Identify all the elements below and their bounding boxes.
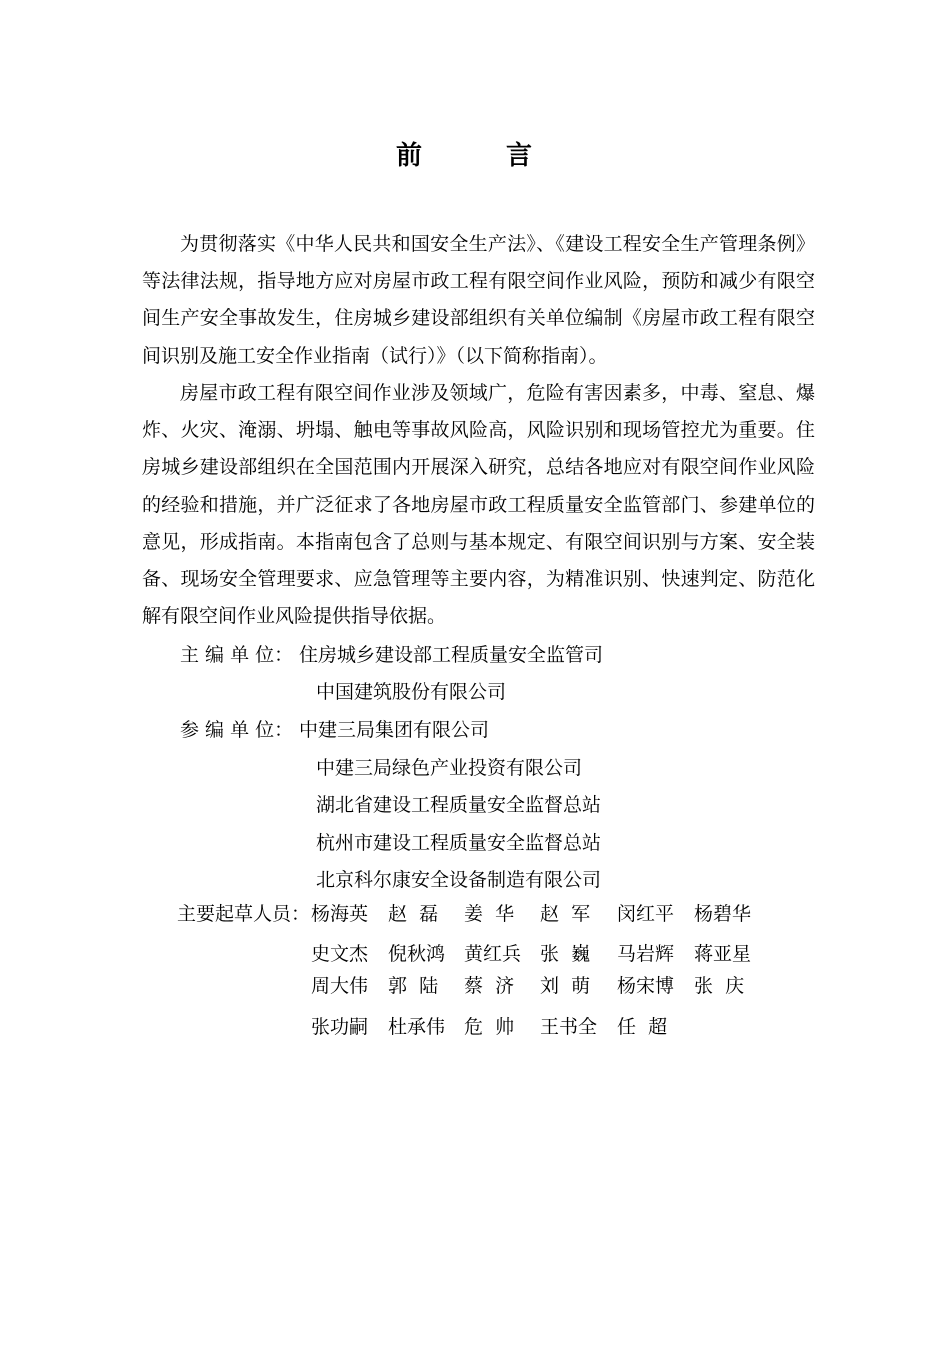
chief-units-label: 主 编 单 位： [180, 644, 294, 666]
drafter-name: 张功嗣 [311, 1016, 369, 1038]
drafter-name: 任 超 [617, 1016, 668, 1038]
chief-unit-name: 住房城乡建设部工程质量安全监管司 [299, 644, 604, 666]
drafter-name: 杜承伟 [388, 1016, 446, 1038]
drafter-name: 蔡 济 [464, 975, 515, 997]
participating-unit-name: 湖北省建设工程质量安全监督总站 [316, 794, 602, 816]
participating-unit-name: 杭州市建设工程质量安全监督总站 [316, 832, 602, 854]
drafter-name: 倪秋鸿 [388, 943, 446, 965]
drafter-name: 郭 陆 [388, 975, 439, 997]
page-title: 前 言 [395, 141, 555, 171]
drafter-name: 赵 军 [540, 903, 591, 925]
drafter-name: 杨海英 [311, 903, 369, 925]
drafter-name: 张 巍 [540, 943, 591, 965]
drafter-name: 刘 萌 [540, 975, 591, 997]
drafter-name: 危 帅 [464, 1016, 515, 1038]
drafter-name: 姜 华 [464, 903, 515, 925]
drafter-name: 杨碧华 [694, 903, 752, 925]
drafter-name: 黄红兵 [464, 943, 522, 965]
participating-units-label: 参 编 单 位： [180, 719, 294, 741]
participating-unit-name: 中建三局绿色产业投资有限公司 [316, 757, 583, 779]
drafter-name: 杨宋博 [617, 975, 675, 997]
participating-unit-name: 北京科尔康安全设备制造有限公司 [316, 869, 602, 891]
foreword-paragraph-1: 为贯彻落实《中华人民共和国安全生产法》、《建设工程安全生产管理条例》等法律法规，指导地方应对房屋市政工程有限空间作业风险，预防和减少有限空间生产安全事故发生，住房城乡建设部组织有关单位编制《房屋市政工程有限空间识别及施工安全作业指南（试行）》（以下简称指南）。 [142, 233, 815, 367]
drafters-label: 主要起草人员： [177, 903, 311, 925]
drafter-name: 周大伟 [311, 975, 369, 997]
drafter-name: 马岩辉 [617, 943, 675, 965]
drafter-name: 史文杰 [311, 943, 369, 965]
foreword-paragraph-2: 房屋市政工程有限空间作业涉及领域广，危险有害因素多，中毒、窒息、爆炸、火灾、淹溺、坍塌、触电等事故风险高，风险识别和现场管控尤为重要。住房城乡建设部组织在全国范围内开展深入研究，总结各地应对有限空间作业风险的经验和措施，并广泛征求了各地房屋市政工程质量安全监管部门、参建单位的意见，形成指南。本指南包含了总则与基本规定、有限空间识别与方案、安全装备、现场安全管理要求、应急管理等主要内容，为精准识别、快速判定、防范化解有限空间作业风险提供指导依据。 [142, 382, 815, 628]
drafter-name: 闵红平 [617, 903, 675, 925]
drafter-name: 蒋亚星 [694, 943, 752, 965]
drafter-name: 王书全 [540, 1016, 598, 1038]
drafter-name: 赵 磊 [388, 903, 439, 925]
drafter-name: 张 庆 [694, 975, 745, 997]
participating-unit-name: 中建三局集团有限公司 [299, 719, 490, 741]
chief-unit-name: 中国建筑股份有限公司 [316, 681, 507, 703]
